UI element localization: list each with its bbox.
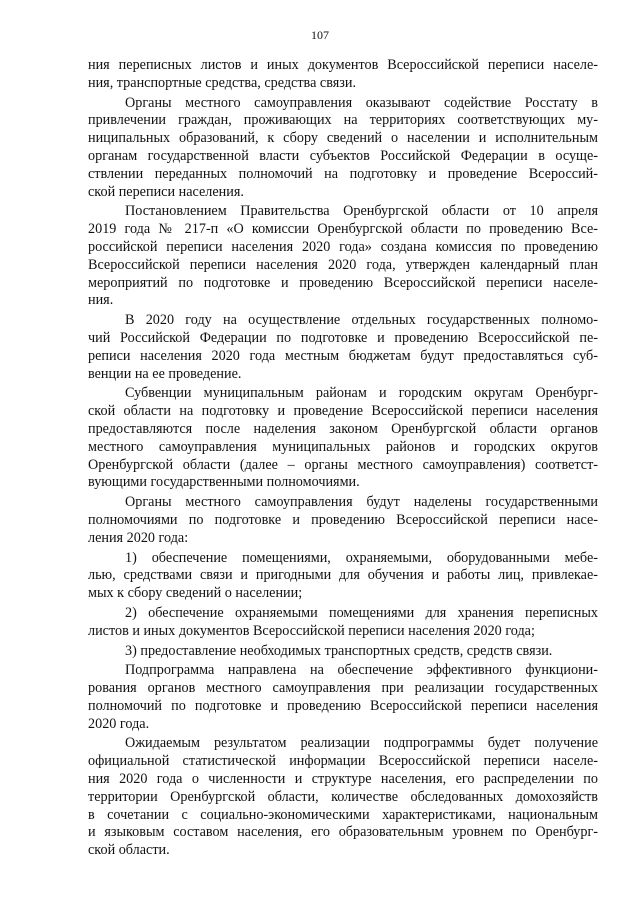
text-line: Субвенции муниципальным районам и городским округам Оренбург- [125,385,598,402]
list-item-transport [88,643,598,661]
text-line: ния 2020 года о численности и структуре населения, его распределении по [88,771,598,788]
text-line: полномочиями по подготовке и проведению Всероссийской переписи насе- [88,511,598,528]
text-line: 2020 года. [88,715,150,732]
text-line: предоставляются после наделения законом Оренбургской области органов [88,420,598,437]
text-line: ской области. [88,842,170,859]
paragraph-commission-resolution [88,203,598,310]
paragraph-powers-intro [88,494,598,547]
text-line: российской переписи населения 2020 года» создана комиссия по проведению [88,238,598,255]
document-body [88,57,598,860]
text-line: привлечении граждан, проживающих на территориях соответствующих му- [88,112,598,129]
text-line: В 2020 году на осуществление отдельных государственных полномо- [125,312,598,329]
text-line: ниципальных образований, к сбору сведений о населении и исполнительным [88,130,598,147]
text-line: органам государственной власти субъектов Российской Федерации в осуще- [88,147,598,164]
text-line: ствлении переданных полномочий на подготовку и проведение Всероссий- [88,165,598,182]
text-line: рования органов местного самоуправления при реализации государственных [88,680,598,697]
paragraph-subventions-districts [88,385,598,492]
text-line: полномочий по подготовке и проведению Всероссийской переписи населения [88,697,598,714]
paragraph-local-government-assistance [88,95,598,202]
text-line: мероприятий по подготовке и проведению Всероссийской переписи населе- [88,274,598,291]
text-line: в сочетании с социально-экономическими характеристиками, национальным [88,806,598,823]
text-line: Оренбургской области (далее – органы местного самоуправления) соответст- [88,456,598,473]
text-line: местного самоуправления муниципальных районов и городских округов [88,438,598,455]
text-line: 1) обеспечение помещениями, охраняемыми, оборудованными мебе- [125,549,598,566]
text-line: мых к сбору сведений о населении; [88,585,303,602]
text-line: официальной статистической информации Всероссийской переписи населе- [88,753,598,770]
text-line: Органы местного самоуправления будут наделены государственными [125,494,598,511]
paragraph-subventions-2020 [88,312,598,383]
list-item-storage [88,605,598,641]
text-line: Органы местного самоуправления оказывают содействие Росстату в [125,94,598,111]
page-number: 107 [311,28,329,42]
text-line: ния. [88,292,114,309]
text-line: листов и иных документов Всероссийской переписи населения 2020 года; [88,622,535,639]
paragraph-subprogram-purpose [88,662,598,733]
text-line: венции на ее проведение. [88,365,242,382]
text-line: Подпрограмма направлена на обеспечение эффективного функциони- [125,662,598,679]
text-line: 2) обеспечение охраняемыми помещениями для хранения переписных [125,604,598,621]
text-line: ния переписных листов и иных документов Всероссийской переписи населе- [88,57,598,73]
text-line: ния, транспортные средства, средства связи. [88,74,356,91]
text-line: 2019 года № 217-п «О комиссии Оренбургской области по проведению Все- [88,221,598,238]
text-line: ской области на подготовку и проведение Всероссийской переписи населения [88,403,598,420]
text-line: Всероссийской переписи населения 2020 года, утвержден календарный план [88,256,598,273]
text-line: ления 2020 года: [88,529,189,546]
paragraph-expected-result [88,735,598,860]
text-line: Постановлением Правительства Оренбургской области от 10 апреля [125,203,598,220]
text-line: 3) предоставление необходимых транспортных средств, средств связи. [125,642,553,659]
text-line: реписи населения 2020 года местным бюджетам будут предоставляться суб- [88,347,598,364]
list-item-premises [88,550,598,603]
paragraph-continuation [88,57,598,93]
text-line: лью, средствами связи и пригодными для обучения и работы лиц, привлекае- [88,567,598,584]
text-line: чий Российской Федерации по подготовке и проведению Всероссийской пе- [88,329,598,346]
text-line: вующими государственными полномочиями. [88,474,360,491]
text-line: ской переписи населения. [88,183,244,200]
text-line: Ожидаемым результатом реализации подпрограммы будет получение [125,735,598,752]
text-line: территории Оренбургской области, количестве обследованных домохозяйств [88,788,598,805]
text-line: и языковым составом населения, его образовательным уровнем по Оренбург- [88,824,598,841]
